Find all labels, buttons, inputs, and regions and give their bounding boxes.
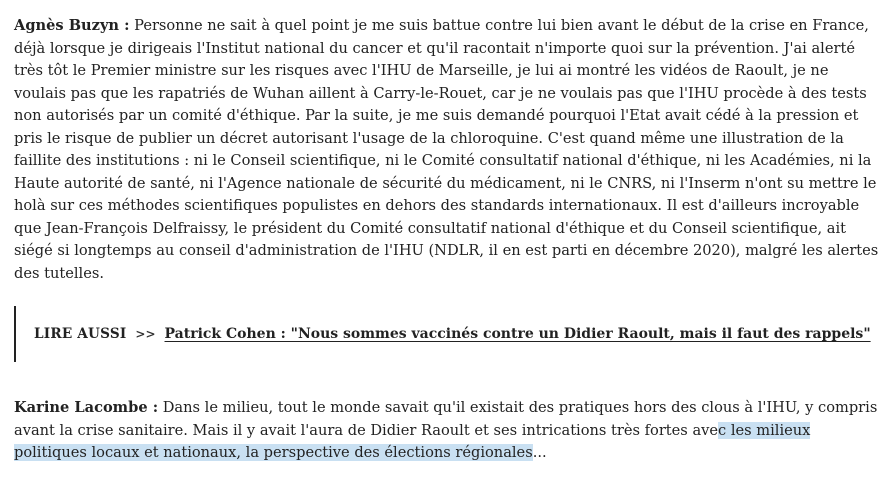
read-also-box xyxy=(14,306,874,362)
speaker-name: Agnès Buzyn : xyxy=(14,17,130,34)
paragraph-agnes-buzyn xyxy=(14,15,884,285)
paragraph-ellipsis: ... xyxy=(532,444,547,461)
double-chevron-right-icon: >> xyxy=(135,327,156,341)
paragraph-text: Dans le milieu, tout le monde savait qu'il existait des pratiques hors des clous à l'IHU, y compris avant la crise sanitaire. Mais il y avait l'aura de Didier Raoult et ses intrications très fortes ave xyxy=(14,399,878,439)
read-also-label: LIRE AUSSI xyxy=(34,326,127,342)
read-also-link[interactable]: Patrick Cohen : "Nous sommes vaccinés contre un Didier Raoult, mais il faut des rappels" xyxy=(164,326,871,342)
speaker-name: Karine Lacombe : xyxy=(14,399,159,416)
selected-text[interactable]: c les milieux politiques locaux et nationaux, la perspective des élections régionales xyxy=(14,421,811,461)
paragraph-text: Personne ne sait à quel point je me suis battue contre lui bien avant le début de la crise en France, déjà lorsque je dirigeais l'Institut national du cancer et qu'il racontait n'importe quoi sur la prévention. J'ai alerté très tôt le Premier ministre sur les risques avec l'IHU de Marseille, je lui ai montré les vidéos de Raoult, je ne voulais pas que les rapatriés de Wuhan aillent à Carry-le-Rouet, car je ne voulais pas que l'IHU procède à des tests non autorisés par un comité d'éthique. Par la suite, je me suis demandé pourquoi l'Etat avait cédé à la pression et pris le risque de publier un décret autorisant l'usage de la chloroquine. C'est quand même une illustration de la faillite des institutions : ni le Conseil scientifique, ni le Comité consultatif national d'éthique, ni les Académies, ni la Haute autorité de santé, ni l'Agence nationale de sécurité du médicament, ni le CNRS, ni l'Inserm n'ont su mettre le holà sur ces méthodes scientifiques populistes en dehors des standards internationaux. Il est d'ailleurs incroyable que Jean-François Delfraissy, le président du Comité consultatif national d'éthique et du Conseil scientifique, ait siégé si longtemps au conseil d'administration de l'IHU (NDLR, il en est parti en décembre 2020), malgré les alertes des tutelles. xyxy=(14,17,879,282)
paragraph-karine-lacombe xyxy=(14,397,884,465)
